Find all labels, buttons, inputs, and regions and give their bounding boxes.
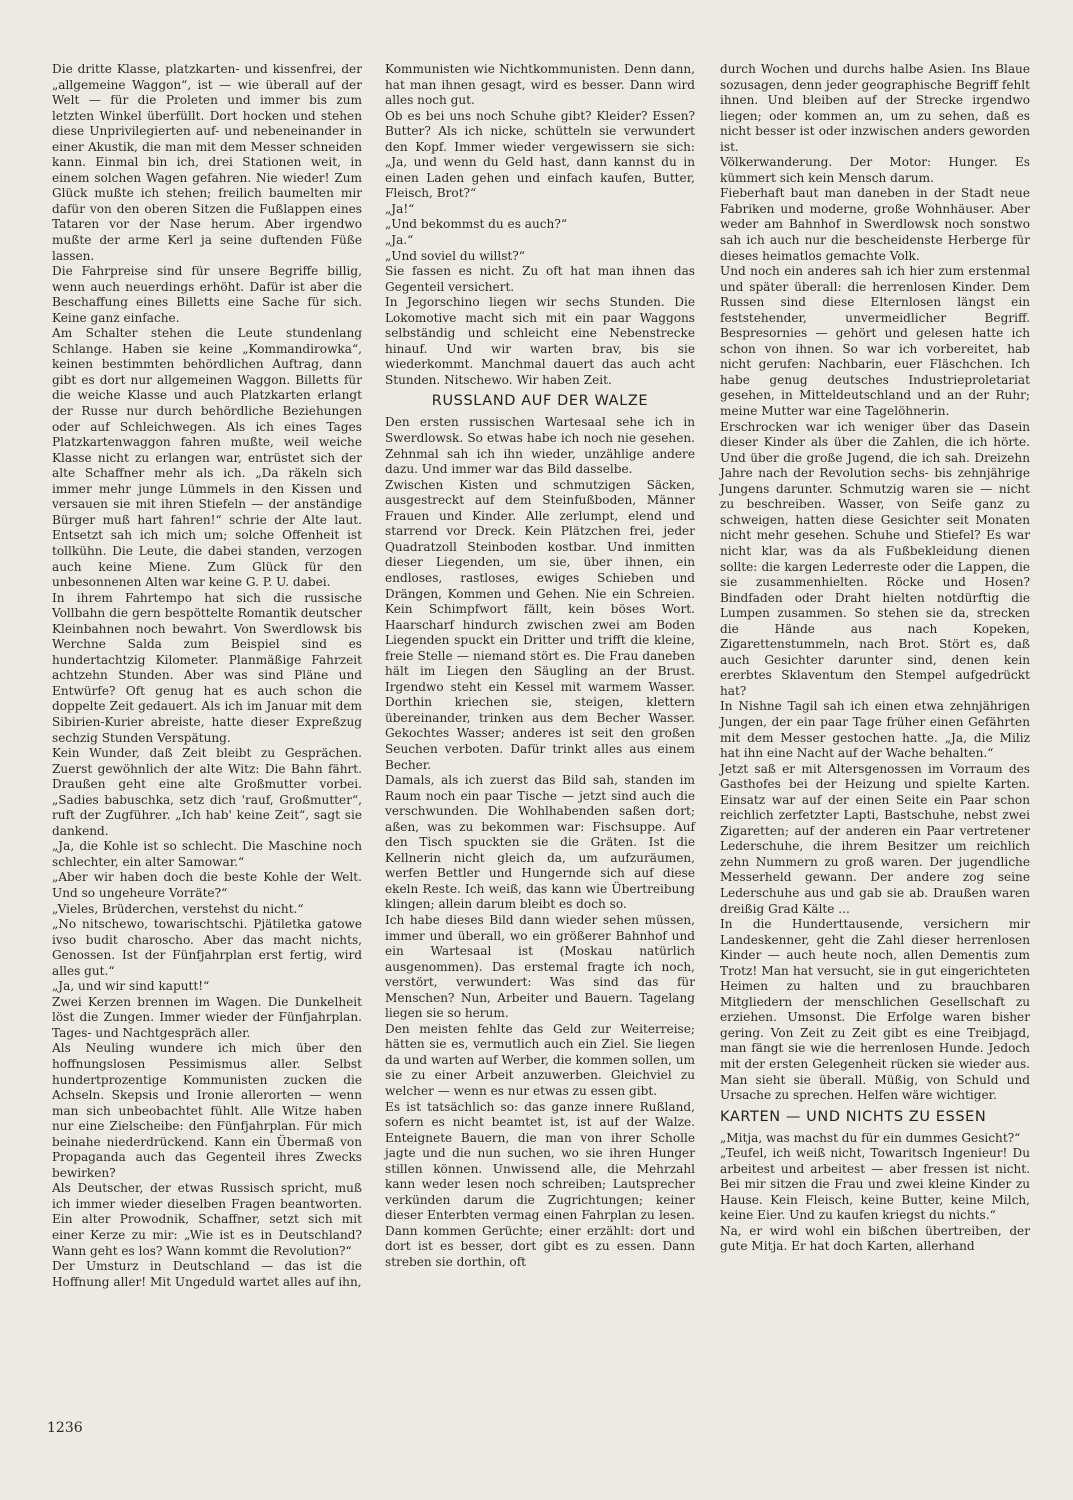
section-heading: KARTEN — UND NICHTS ZU ESSEN <box>720 1108 987 1125</box>
paragraph: Und noch ein anderes sah ich hier zum erstenmal und später überall: die herrenlosen Kinder. Dem Russen sind diese Elternlosen längst ein feststehender, unvermeidlicher Begriff. Bespresornies — gehört und gelesen hatte ich schon von ihnen. So war ich vorbereitet, hab nicht gerufen: Nachbarin, euer Fläschchen. Ich habe genug deutsches Industrieproletariat gesehen, in Mitteldeutschland und an der Ruhr; meine Mutter war eine Tagelöhnerin. <box>720 264 1030 419</box>
paragraph: Den meisten fehlte das Geld zur Weiterreise; hätten sie es, vermutlich auch ein Ziel. Sie liegen da und warten auf Werber, die kommen sollen, um sie zu einer Arbeit anzuwerben. Gleichviel zu welcher — wenn es nur etwas zu essen gibt. <box>385 1021 695 1098</box>
paragraph: Die dritte Klasse, platzkarten- und kissenfrei, der „allgemeine Waggon“, ist — wie überall auf der Welt — für die Proleten und immer bis zum letzten Winkel überfüllt. Dort hocken und stehen diese Unprivilegierten auf- und nebeneinander in einer Akustik, die man mit dem Messer schneiden kann. Einmal bin ich, drei Stationen weit, in einem solchen Wagen gefahren. Nie wieder! Zum Glück mußte ich stehen; freilich baumelten mir dafür von den oberen Sitzen die Fußlappen eines Tataren vor der Nase herum. Aber irgendwo mußte der arme Kerl ja seine duftenden Füße lassen. <box>52 62 362 263</box>
paragraph: Kein Wunder, daß Zeit bleibt zu Gesprächen. Zuerst gewöhnlich der alte Witz: Die Bahn fährt. Draußen geht eine alte Großmutter vorbei. „Sadies babuschka, setz dich 'rauf, Großmutter“, ruft der Zugführer. „Ich hab' keine Zeit“, sagt sie dankend. <box>52 746 362 838</box>
paragraph: „Ja, und wir sind kaputt!“ <box>52 979 210 994</box>
paragraph: Sie fassen es nicht. Zu oft hat man ihnen das Gegenteil versichert. <box>385 264 695 294</box>
section-heading: RUSSLAND AUF DER WALZE <box>431 393 649 410</box>
paragraph: In Nishne Tagil sah ich einen etwa zehnjährigen Jungen, der ein paar Tage früher einen Gefährten mit dem Messer gestochen hatte. „Ja, die Miliz hat ihn eine Nacht auf der Wache behalten.“ <box>720 699 1030 761</box>
paragraph: In Jegorschino liegen wir sechs Stunden. Die Lokomotive macht sich mit ein paar Waggons selbständig und schleicht eine Nebenstrecke hinauf. Und wir warten brav, bis sie wiederkommt. Manchmal dauert das auch acht Stunden. Nitschewo. Wir haben Zeit. <box>385 295 695 387</box>
paragraph: In ihrem Fahrtempo hat sich die russische Vollbahn die gern bespöttelte Romantik deutscher Kleinbahnen noch bewahrt. Von Swerdlowsk bis Werchne Salda zum Beispiel sind es hundertachtzig Kilometer. Planmäßige Fahrzeit achtzehn Stunden. Aber was sind Pläne und Entwürfe? Oft genug hat es auch schon die doppelte Zeit gedauert. Als ich im Januar mit dem Sibirien-Kurier abreiste, hatte dieser Expreßzug sechzig Stunden Verspätung. <box>52 590 362 745</box>
paragraph: „Mitja, was machst du für ein dummes Gesicht?“ <box>720 1130 1021 1145</box>
paragraph: Ich habe dieses Bild dann wieder sehen müssen, immer und überall, wo ein größerer Bahnhof und ein Wartesaal ist (Moskau natürlich ausgenommen). Das erstemal fragte ich noch, verstört, verwundert: Was sind das für Menschen? Nun, Arbeiter und Bauern. Tagelang liegen sie so herum. <box>385 912 695 1021</box>
paragraph: „Und soviel du willst?“ <box>385 248 525 263</box>
paragraph: durch Wochen und durchs halbe Asien. Ins Blaue sozusagen, denn jeder geographische Begriff fehlt ihnen. Und bleiben auf der Strecke irgendwo liegen; oder kommen an, um zu sehen, daß es nicht besser ist oder inzwischen anders geworden ist. <box>720 62 1030 154</box>
paragraph: „Aber wir haben doch die beste Kohle der Welt. Und so ungeheure Vorräte?“ <box>52 870 362 900</box>
paragraph: Es ist tatsächlich so: das ganze innere Rußland, sofern es nicht beamtet ist, ist auf der Walze. Enteignete Bauern, die man von ihrer Scholle jagte und die nun suchen, wo sie ihren Hunger stillen können. Unwissend alle, die Mehrzahl kann weder lesen noch schreiben; Lautsprecher verkünden darum die Zugrichtungen; keiner dieser Enterbten vermag einen Fahrplan zu lesen. Dann kommen Gerüchte; einer erzählt: dort und dort ist es besser, dort gibt es zu essen. Dann streben sie dorthin, oft <box>385 1099 695 1270</box>
paragraph: Kommunisten wie Nichtkommunisten. Denn dann, hat man ihnen gesagt, wird es besser. Dann wird alles noch gut. <box>385 62 695 108</box>
paragraph: Zwei Kerzen brennen im Wagen. Die Dunkelheit löst die Zungen. Immer wieder der Fünfjahrplan. Tages- und Nachtgespräch aller. <box>52 994 362 1040</box>
paragraph: „Ja!“ <box>385 201 415 216</box>
paragraph: Jetzt saß er mit Altersgenossen im Vorraum des Gasthofes bei der Heizung und spielte Karten. Einsatz war auf der einen Seite ein Paar schon reichlich zerfetzter Lapti, Bastschuhe, nebst zwei Zigaretten; auf der anderen ein Paar vertretener Lederschuhe, die ihrem Besitzer um reichlich zehn Nummern zu groß waren. Der jugendliche Messerheld gewann. Der andere zog seine Lederschuhe aus und gab sie ab. Draußen waren dreißig Grad Kälte ... <box>720 761 1030 916</box>
paragraph: Die Fahrpreise sind für unsere Begriffe billig, wenn auch neuerdings erhöht. Dafür ist aber die Beschaffung eines Billetts eine Sache für sich. Keine ganz einfache. <box>52 264 362 325</box>
paragraph: „Und bekommst du es auch?“ <box>385 217 567 232</box>
paragraph: Als Neuling wundere ich mich über den hoffnungslosen Pessimismus aller. Selbst hundertprozentige Kommunisten zucken die Achseln. Skepsis und Ironie allerorten — wenn man sich unbeobachtet fühlt. Alle Witze haben nur eine Zielscheibe: den Fünfjahrplan. Für mich beinahe niederdrückend. Kann ein Übermaß von Propaganda auch das Gegenteil ihres Zwecks bewirken? <box>52 1041 362 1180</box>
text-column-1 <box>52 62 362 1290</box>
paragraph: „Ja, die Kohle ist so schlecht. Die Maschine noch schlechter, ein alter Samowar.“ <box>52 839 362 869</box>
paragraph: Der Umsturz in Deutschland — das ist die Hoffnung aller! Mit Ungeduld wartet alles auf ihn, <box>52 1259 362 1289</box>
paragraph: Erschrocken war ich weniger über das Dasein dieser Kinder als über die Zahlen, die ich hörte. Und über die große Jugend, die ich sah. Dreizehn Jahre nach der Revolution sechs- bis zehnjährige Jungens darunter. Schmutzig waren sie — nicht zu beschreiben. Wasser, von Seife ganz zu schweigen, hatten diese Gesichter seit Monaten nicht mehr gesehen. Schuhe und Stiefel? Es war nicht klar, was da als Fußbekleidung dienen sollte: die kargen Lederreste oder die Lappen, die sie zusammenhielten. Röcke und Hosen? Bindfaden oder Draht hielten notdürftig die Lumpen zusammen. So stehen sie da, strecken die Hände aus nach Kopeken, Zigarettenstummeln, nach Brot. Stört es, daß auch Gesichter darunter sind, denen kein ererbtes Sklaventum den Stempel aufgedrückt hat? <box>720 419 1030 698</box>
paragraph: Fieberhaft baut man daneben in der Stadt neue Fabriken und moderne, große Wohnhäuser. Aber weder am Bahnhof in Swerdlowsk noch sonstwo sah ich auch nur die bescheidenste Herberge für dieses heimatlos gemachte Volk. <box>720 186 1030 263</box>
text-column-3 <box>720 62 1030 1255</box>
paragraph: Völkerwanderung. Der Motor: Hunger. Es kümmert sich kein Mensch darum. <box>720 155 1030 185</box>
paragraph: „Vieles, Brüderchen, verstehst du nicht.“ <box>52 901 304 916</box>
paragraph: Zwischen Kisten und schmutzigen Säcken, ausgestreckt auf dem Steinfußboden, Männer Frauen und Kinder. Alle zerlumpt, elend und starrend vor Dreck. Kein Plätzchen frei, jeder Quadratzoll Steinboden kostbar. Und inmitten dieser Liegenden, um sie, über ihnen, ein endloses, rastloses, ewiges Schieben und Drängen, Kommen und Gehen. Nie ein Schreien. Kein Schimpfwort fällt, kein böses Wort. Haarscharf hindurch zwischen zwei am Boden Liegenden spuckt ein Dritter und trifft die kleine, freie Stelle — niemand stört es. Die Frau daneben hält im Liegen den Säugling an der Brust. Irgendwo steht ein Kessel mit warmem Wasser. Dorthin kriechen sie, steigen, klettern übereinander, trinken aus dem Becher Wasser. Gekochtes Wasser; anderes ist seit den großen Seuchen verboten. Dafür trinkt alles aus einem Becher. <box>385 477 695 772</box>
paragraph: Damals, als ich zuerst das Bild sah, standen im Raum noch ein paar Tische — jetzt sind auch die verschwunden. Die Wohlhabenden saßen dort; aßen, was zu bekommen war: Fischsuppe. Auf den Tisch spuckten sie die Gräten. Ist die Kellnerin nicht gleich da, um aufzuräumen, werfen Bettler und Hungernde sich auf diese ekeln Reste. Ich weiß, das kann wie Übertreibung klingen; allein darum bleibt es doch so. <box>385 773 695 912</box>
paragraph: „Ja.“ <box>385 233 414 248</box>
paragraph: In die Hunderttausende, versichern mir Landeskenner, geht die Zahl dieser herrenlosen Kinder — auch heute noch, allen Dementis zum Trotz! Man hat versucht, sie in gut eingerichteten Heimen zu halten und zu brauchbaren Mitgliedern der menschlichen Gesellschaft zu erziehen. Umsonst. Die Erfolge waren bisher gering. Von Zeit zu Zeit gibt es eine Treibjagd, man fängt sie wie die herrenlosen Hunde. Jedoch mit der ersten Gelegenheit rücken sie wieder aus. Man sieht sie überall. Müßig, von Schuld und Ursache zu sprechen. Helfen wäre wichtiger. <box>720 917 1030 1103</box>
paragraph: Als Deutscher, der etwas Russisch spricht, muß ich immer wieder dieselben Fragen beantworten. Ein alter Prowodnik, Schaffner, setzt sich mit einer Kerze zu mir: „Wie ist es in Deutschland? Wann geht es los? Wann kommt die Revolution?“ <box>52 1181 362 1258</box>
paragraph: Den ersten russischen Wartesaal sehe ich in Swerdlowsk. So etwas habe ich noch nie gesehen. Zehnmal sah ich ihn wieder, unzählige andere dazu. Und immer war das Bild dasselbe. <box>385 415 695 477</box>
paragraph: „No nitschewo, towarischtschi. Pjätiletka gatowe ivso budit charoscho. Aber das macht nichts, Genossen. Ist der Fünfjahrplan erst fertig, wird alles gut.“ <box>52 917 362 978</box>
paragraph: Am Schalter stehen die Leute stundenlang Schlange. Haben sie keine „Kommandirowka“, keinen bestimmten behördlichen Auftrag, dann gibt es dort nur allgemeinen Waggon. Billetts für die weiche Klasse und auch Platzkarten erlangt der Russe nur durch behördliche Beziehungen oder auf Schleichwegen. Als ich eines Tages Platzkartenwaggon fahren mußte, weil weiche Klasse nicht zu erlangen war, entrüstet sich der alte Schaffner mehr als ich. „Da räkeln sich immer mehr junge Lümmels in den Kissen und versauen sie mit ihren Stiefeln — der anständige Bürger muß hart fahren!“ schrie der Alte laut. Entsetzt sah ich mich um; solche Offenheit ist tollkühn. Die Leute, die dabei standen, verzogen auch keine Miene. Zum Glück für den unbesonnenen Alten war keine G. P. U. dabei. <box>52 326 362 590</box>
paragraph: Na, er wird wohl ein bißchen übertreiben, der gute Mitja. Er hat doch Karten, allerhand <box>720 1223 1030 1254</box>
paragraph: Ob es bei uns noch Schuhe gibt? Kleider? Essen? Butter? Als ich nicke, schütteln sie verwundert den Kopf. Immer wieder vergewissern sie sich: „Ja, und wenn du Geld hast, dann kannst du in einen Laden gehen und einfach kaufen, Butter, Fleisch, Brot?“ <box>385 108 695 201</box>
page-number: 1236 <box>47 1420 83 1436</box>
paragraph: „Teufel, ich weiß nicht, Towaritsch Ingenieur! Du arbeitest und arbeitest — aber fressen ist nicht. Bei mir sitzen die Frau und zwei kleine Kinder zu Hause. Kein Fleisch, keine Butter, keine Milch, keine Eier. Und zu kaufen kriegst du nichts.“ <box>720 1146 1030 1223</box>
text-column-2 <box>385 62 695 1271</box>
